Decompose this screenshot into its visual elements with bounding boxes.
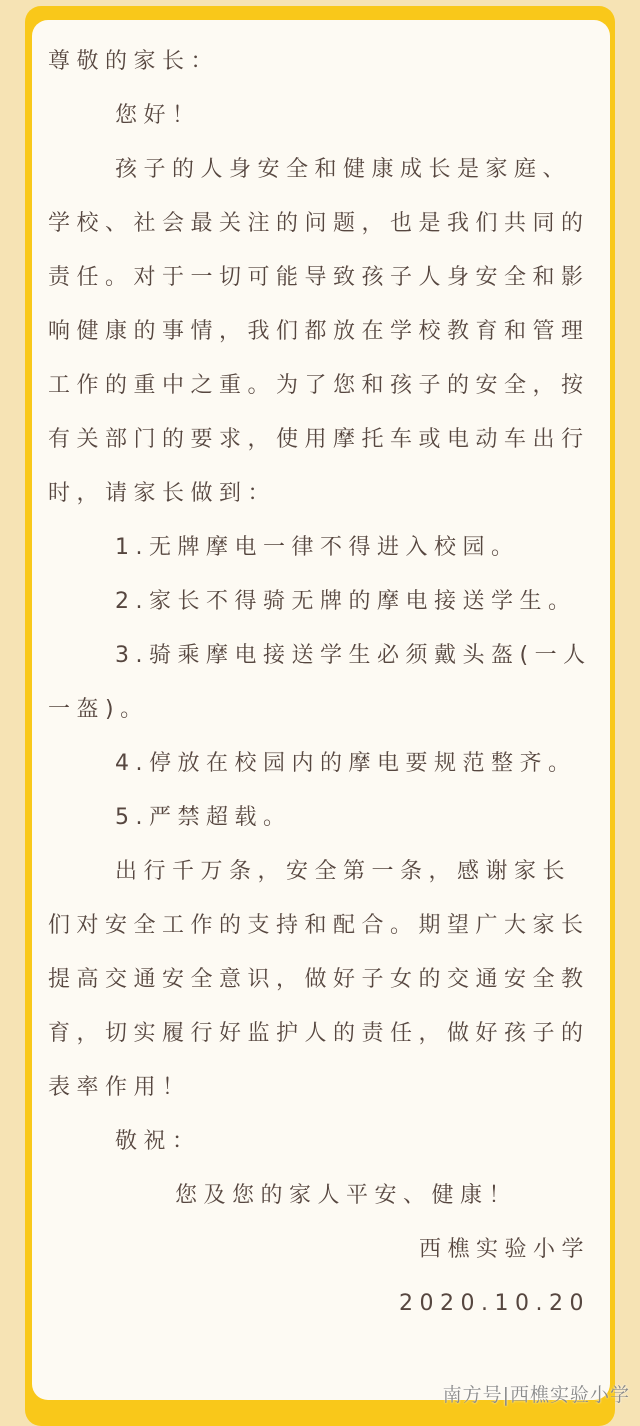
closing-line: 表率作用！ xyxy=(48,1075,191,1100)
intro-line: 责任。对于一切可能导致孩子人身安全和影 xyxy=(48,265,590,290)
hello: 您好！ xyxy=(115,103,201,128)
date: 2020.10.20 xyxy=(399,1291,590,1316)
watermark: 南方号|西樵实验小学 xyxy=(442,1384,630,1406)
intro-line: 工作的重中之重。为了您和孩子的安全，按 xyxy=(48,373,590,398)
rule-item: 一盔)。 xyxy=(48,697,149,722)
wish: 您及您的家人平安、健康！ xyxy=(175,1183,518,1208)
rule-item: 5.严禁超载。 xyxy=(115,805,292,830)
intro-line: 时，请家长做到： xyxy=(48,481,277,506)
intro-line: 有关部门的要求，使用摩托车或电动车出行 xyxy=(48,427,590,452)
closing-line: 们对安全工作的支持和配合。期望广大家长 xyxy=(48,913,590,938)
closing-line: 提高交通安全意识，做好子女的交通安全教 xyxy=(48,967,590,992)
rule-item: 1.无牌摩电一律不得进入校园。 xyxy=(115,535,520,560)
salutation: 敬祝： xyxy=(115,1129,201,1154)
rule-item: 4.停放在校园内的摩电要规范整齐。 xyxy=(115,751,577,776)
rule-item: 2.家长不得骑无牌的摩电接送学生。 xyxy=(115,589,577,614)
closing-line: 出行千万条，安全第一条，感谢家长 xyxy=(115,859,572,884)
rule-item: 3.骑乘摩电接送学生必须戴头盔(一人 xyxy=(115,643,592,668)
intro-line: 学校、社会最关注的问题，也是我们共同的 xyxy=(48,211,590,236)
closing-line: 育，切实履行好监护人的责任，做好孩子的 xyxy=(48,1021,590,1046)
intro-line: 响健康的事情，我们都放在学校教育和管理 xyxy=(48,319,590,344)
signature: 西樵实验小学 xyxy=(418,1237,590,1262)
greeting: 尊敬的家长： xyxy=(48,49,220,74)
intro-line: 孩子的人身安全和健康成长是家庭、 xyxy=(115,157,572,182)
